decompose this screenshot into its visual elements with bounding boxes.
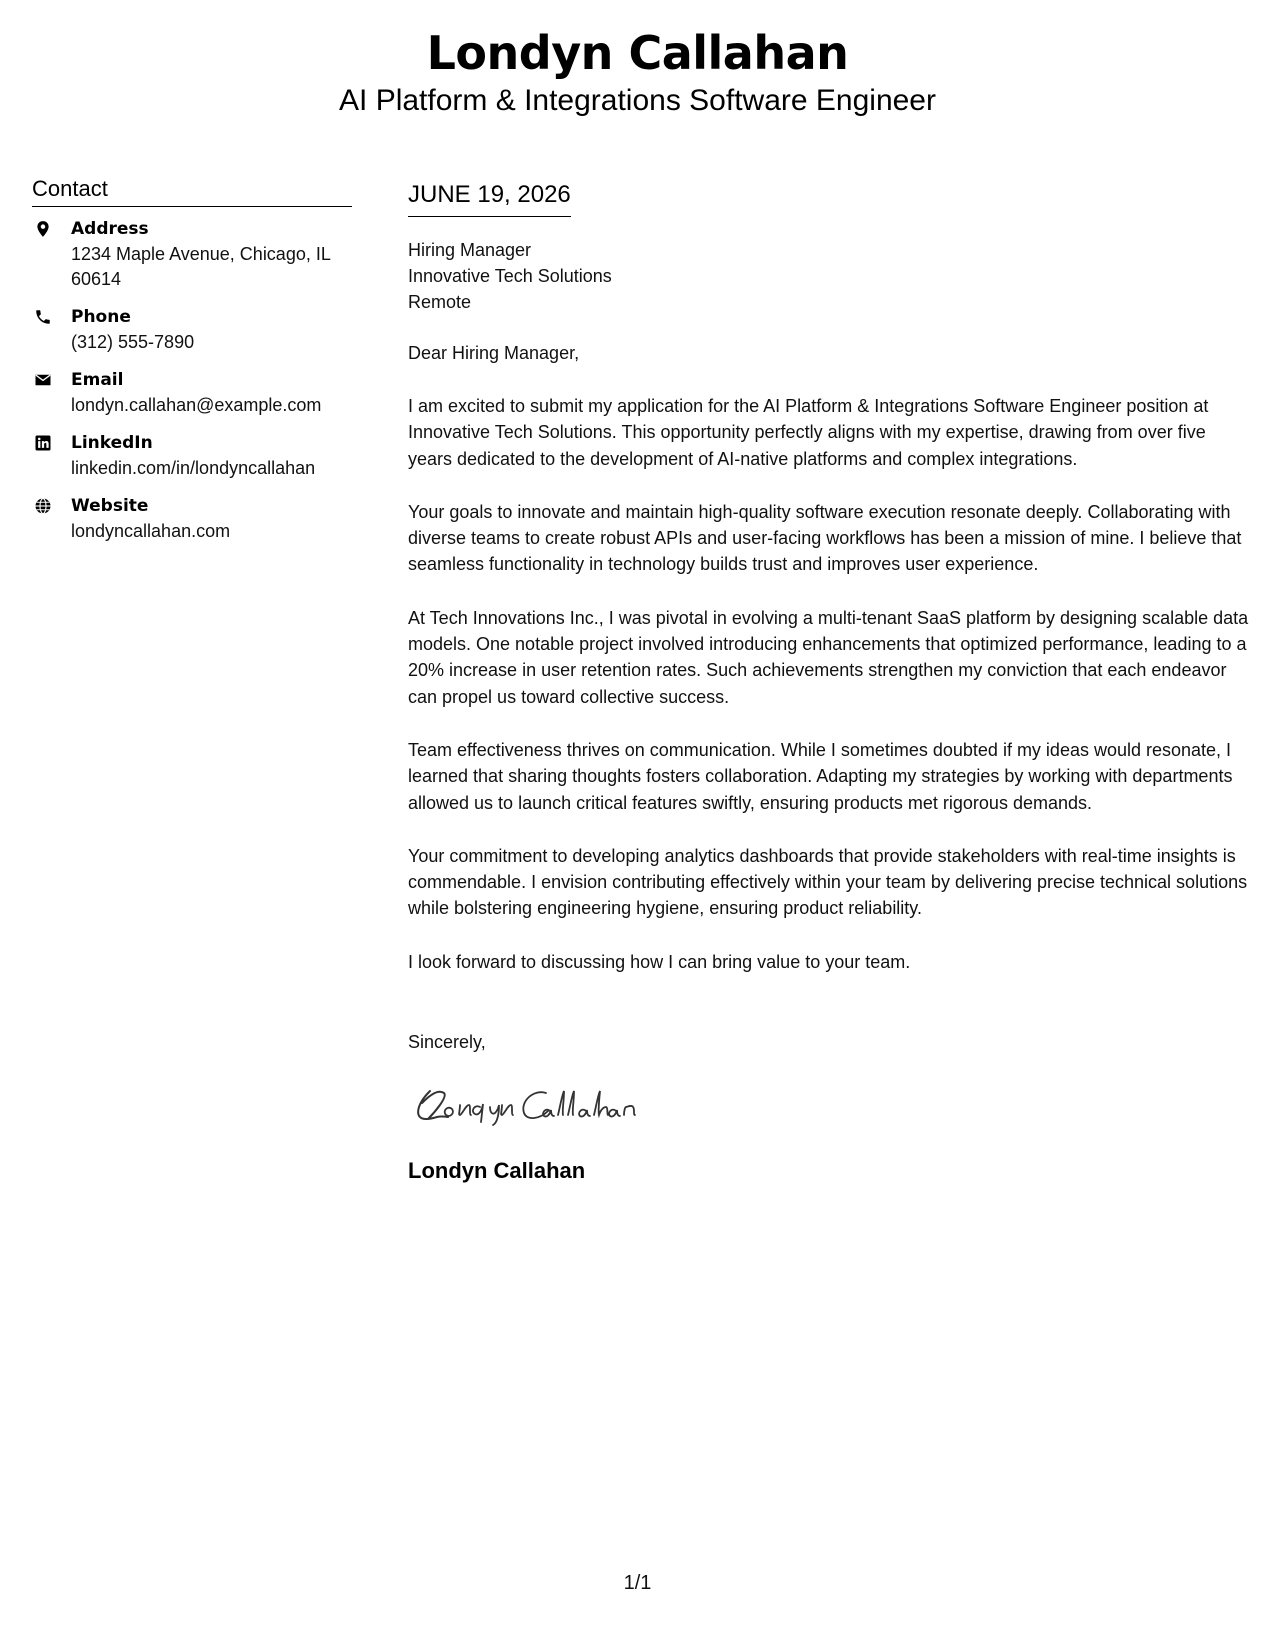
contact-item-phone — [32, 305, 352, 355]
closing: Sincerely, — [408, 1032, 486, 1053]
contact-label-address: Address — [71, 219, 149, 239]
handwritten-signature — [408, 1075, 668, 1131]
letter-paragraph: I look forward to discussing how I can bring value to your team. — [408, 951, 911, 972]
contact-value-email[interactable]: londyn.callahan@example.com — [71, 395, 322, 415]
recipient-block — [408, 237, 1250, 315]
contact-item-linkedin — [32, 431, 352, 481]
salutation: Dear Hiring Manager, — [408, 343, 580, 363]
recipient-line: Innovative Tech Solutions — [408, 266, 612, 286]
contact-value-phone: (312) 555-7890 — [71, 332, 195, 352]
letter-paragraph: Team effectiveness thrives on communication. While I sometimes doubted if my ideas would resonate, I learned that sharing thoughts fosters collaboration. Adapting my strategies by working with departments allowed us to launch critical features swiftly, ensuring products met rigorous demands. — [408, 739, 1233, 813]
linkedin-icon — [34, 434, 52, 452]
letter-paragraph: I am excited to submit my application for the AI Platform & Integrations Software Engineer position at Innovative Tech Solutions. This opportunity perfectly aligns with my expertise, drawing from over five years dedicated to the development of AI-native platforms and complex integrations. — [408, 396, 1209, 469]
recipient-line: Hiring Manager — [408, 240, 532, 260]
contact-list — [32, 217, 352, 544]
contact-heading: Contact — [32, 174, 352, 207]
contact-sidebar — [32, 174, 352, 557]
letter-date: JUNE 19, 2026 — [408, 178, 571, 217]
letter-body — [408, 178, 1250, 1186]
applicant-role: AI Platform & Integrations Software Engineer — [339, 84, 936, 117]
phone-icon — [34, 308, 52, 326]
signer-name: Londyn Callahan — [408, 1158, 586, 1184]
map-pin-icon — [34, 220, 52, 238]
contact-value-address: 1234 Maple Avenue, Chicago, IL 60614 — [71, 244, 331, 289]
contact-label-linkedin: LinkedIn — [71, 433, 153, 453]
page-number: 1/1 — [623, 1572, 652, 1594]
contact-value-website[interactable]: londyncallahan.com — [71, 521, 231, 541]
letter-paragraph: Your goals to innovate and maintain high-quality software execution resonate deeply. Collaborating with diverse teams to create robust APIs and user-facing workflows has been a mission of mine. I believe that seamless functionality in technology builds trust and improves user experience. — [408, 501, 1242, 575]
letter-paragraph: Your commitment to developing analytics dashboards that provide stakeholders with real-time insights is commendable. I envision contributing effectively within your team by delivering precise technical solutions while bolstering engineering hygiene, ensuring product reliability. — [408, 845, 1248, 919]
globe-icon — [34, 497, 52, 515]
contact-item-email — [32, 368, 352, 418]
contact-label-website: Website — [71, 496, 149, 516]
contact-item-address — [32, 217, 352, 292]
letter-paragraph: At Tech Innovations Inc., I was pivotal in evolving a multi-tenant SaaS platform by designing scalable data models. One notable project involved introducing enhancements that optimized performance, leading to a 20% increase in user retention rates. Such achievements strengthen my conviction that each endeavor can propel us toward collective success. — [408, 607, 1249, 707]
contact-item-website — [32, 494, 352, 544]
letter-header — [0, 22, 1275, 118]
envelope-icon — [34, 371, 52, 389]
applicant-name: Londyn Callahan — [426, 26, 849, 80]
contact-value-linkedin[interactable]: linkedin.com/in/londyncallahan — [71, 458, 316, 478]
contact-label-email: Email — [71, 370, 124, 390]
recipient-line: Remote — [408, 292, 472, 312]
contact-label-phone: Phone — [71, 307, 131, 327]
